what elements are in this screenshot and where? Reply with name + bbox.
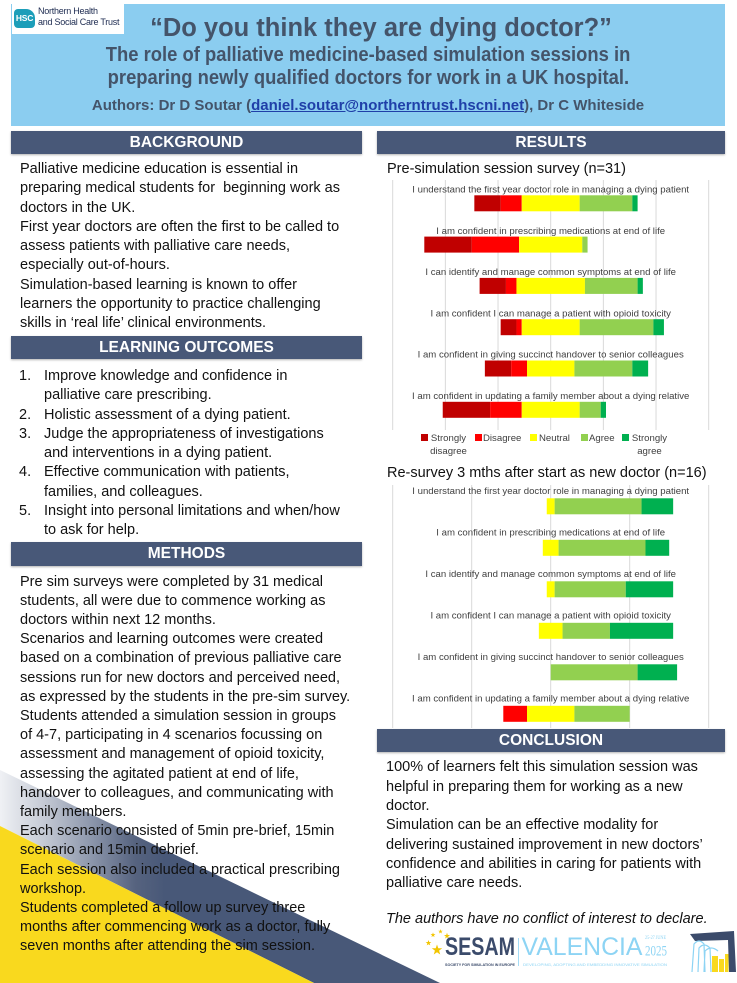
sesam-valencia-logo: [418, 926, 737, 983]
methods-text: [20, 573, 350, 957]
text-line: The authors have no conflict of interest to declare.: [386, 911, 708, 928]
valencia-wordmark: VALENCIA: [521, 933, 643, 961]
category-label: I am confident I can manage a patient with opioid toxicity: [430, 610, 671, 622]
bar-segment-agree: [555, 581, 626, 597]
legend-label-agree: Agree: [589, 432, 615, 444]
logo-text-line-1: Northern Health: [38, 6, 98, 16]
text-line: learners the opportunity to practice challenging: [20, 296, 321, 313]
legend-label-neutral: Neutral: [539, 432, 570, 444]
author-email-link[interactable]: daniel.soutar@northerntrust.hscni.net: [251, 96, 525, 114]
text-line: Improve knowledge and confidence in: [44, 368, 288, 384]
text-line: Scenarios and learning outcomes were created: [20, 631, 324, 648]
learning-outcome-item: [19, 367, 340, 406]
category-label: I am confident in prescribing medications at end of life: [436, 225, 666, 237]
bar-row: [412, 694, 689, 722]
bar-segment-agree: [580, 195, 633, 211]
text-line: families, and colleagues.: [44, 483, 203, 500]
bar-segment-agree: [551, 664, 638, 680]
text-line: Simulation can be an effective modality for: [386, 817, 659, 834]
bar-segment-strongly-agree: [646, 540, 670, 556]
bar-segment-strongly-disagree: [443, 402, 490, 418]
bar-segment-neutral: [522, 319, 580, 335]
section-heading-conclusion: CONCLUSION: [377, 729, 725, 752]
section-heading-results: RESULTS: [377, 131, 725, 154]
text-line: assess patients with palliative care needs,: [20, 238, 291, 255]
text-line: preparing medical students for beginning work as: [20, 180, 340, 197]
text-line: doctors in the UK.: [20, 199, 136, 216]
bar-segment-strongly-agree: [653, 319, 664, 335]
hsc-badge-icon: HSC: [14, 9, 35, 28]
text-line: as expressed by the students in the pre-sim survey.: [20, 688, 351, 705]
section-heading-background: BACKGROUND: [11, 131, 362, 154]
subtitle-text: preparing newly qualified doctors for work in a UK hospital.: [107, 67, 629, 89]
star-icon: [426, 940, 432, 945]
text-line: Effective communication with patients,: [44, 464, 290, 481]
bar-segment-neutral: [519, 237, 582, 253]
section-heading-learning-outcomes: LEARNING OUTCOMES: [11, 336, 362, 359]
chart-pre-simulation-survey: [377, 176, 725, 434]
text-line: of 4-7, participating in 4 scenarios focussing on: [20, 727, 323, 744]
bar-segment-neutral: [539, 623, 563, 639]
chart-1-title: Pre-simulation session survey (n=31): [387, 161, 626, 178]
bar-segment-agree: [582, 237, 587, 253]
bar-segment-agree: [555, 498, 642, 514]
category-label: I can identify and manage common symptoms at end of life: [425, 267, 677, 279]
category-label: I am confident in giving succinct handover to senior colleagues: [417, 652, 684, 664]
list-number: 5.: [19, 503, 32, 520]
text-line: Judge the appropriateness of investigations: [44, 425, 324, 442]
poster-subtitle-line-1: [11, 43, 725, 67]
text-line: scenario and 15min debrief.: [20, 842, 199, 859]
text-line: First year doctors are often the first to be called to: [20, 218, 340, 235]
text-line: doctors within next 12 months.: [20, 612, 216, 629]
bar-segment-neutral: [547, 498, 555, 514]
poster-subtitle-line-2: [11, 66, 725, 90]
bar-segment-strongly-agree: [642, 498, 674, 514]
bar-segment-agree: [559, 540, 646, 556]
text-line: Holistic assessment of a dying patient.: [44, 406, 291, 423]
learning-outcome-item: [19, 502, 340, 541]
bar-segment-agree: [563, 623, 610, 639]
bar-segment-strongly-agree: [638, 278, 643, 294]
authors-prefix: Authors: Dr D Soutar (: [91, 96, 252, 114]
legend-label-strongly-disagree: Strongly disagree: [430, 432, 467, 457]
text-line: Pre sim surveys were completed by 31 medical: [20, 573, 324, 590]
text-line: 100% of learners felt this simulation session was: [386, 759, 698, 776]
text-line: and interventions in a dying patient.: [44, 445, 273, 462]
bar-segment-agree: [574, 706, 629, 722]
bar-segment-neutral: [522, 402, 580, 418]
bar-segment-disagree: [516, 319, 521, 335]
sesam-wordmark: SESAM: [445, 933, 515, 961]
bar-segment-strongly-disagree: [474, 195, 500, 211]
text-line: Each scenario consisted of 5min pre-brief, 15min: [20, 823, 335, 840]
building-icon: [690, 931, 736, 972]
bar-segment-strongly-agree: [632, 361, 648, 377]
bar-segment-agree: [580, 402, 601, 418]
bar-segment-neutral: [527, 361, 574, 377]
bar-segment-strongly-agree: [638, 664, 678, 680]
list-number: 1.: [19, 368, 32, 384]
category-label: I am confident in giving succinct handover to senior colleagues: [417, 349, 684, 361]
bar-row: [412, 185, 689, 212]
text-line: assessment and management of opioid toxicity,: [20, 746, 325, 763]
star-icon: [431, 932, 436, 937]
bar-segment-neutral: [522, 195, 580, 211]
learning-outcome-item: [19, 425, 340, 464]
legend-swatch-strongly-disagree: [421, 434, 428, 441]
conference-slogan: DEVELOPING, ADOPTING AND EMBEDDING INNOVATIVE SIMULATION: [523, 963, 668, 967]
bar-segment-disagree: [472, 237, 519, 253]
text-line: Palliative medicine education is essential in: [20, 161, 299, 177]
list-number: 2.: [19, 406, 32, 423]
legend-swatch-disagree: [475, 434, 482, 441]
text-line: family members.: [20, 803, 127, 820]
bar-segment-disagree: [511, 361, 527, 377]
bar-row: [430, 611, 673, 639]
text-line: Insight into personal limitations and when/how: [44, 503, 340, 520]
bar-segment-neutral: [527, 706, 574, 722]
learning-outcome-item: [19, 463, 340, 502]
sesam-tagline: SOCIETY FOR SIMULATION IN EUROPE: [445, 963, 516, 967]
text-line: Students completed a follow up survey three: [20, 899, 306, 916]
text-line: especially out-of-hours.: [20, 257, 170, 274]
text-line: handover to colleagues, and communicating with: [20, 784, 334, 801]
learning-outcome-item: [19, 406, 340, 425]
text-line: students, all were due to commence working as: [20, 592, 326, 609]
text-line: seven months after attending the sim session.: [20, 938, 315, 955]
category-label: I am confident in prescribing medications at end of life: [436, 527, 666, 539]
legend-label-strongly-agree: Strongly agree: [631, 432, 668, 457]
bar-segment-strongly-agree: [610, 623, 673, 639]
legend-swatch-neutral: [530, 434, 537, 441]
gridlines: [393, 485, 709, 728]
bar-row: [430, 308, 671, 335]
subtitle-text: The role of palliative medicine-based simulation sessions in: [105, 44, 631, 66]
category-label: I understand the first year doctor role in managing a dying patient: [412, 486, 690, 498]
bar-row: [412, 391, 689, 418]
category-label: I am confident in updating a family member about a dying relative: [412, 391, 690, 403]
star-icon: [438, 929, 443, 933]
text-line: doctor.: [386, 797, 430, 814]
authors-line: [11, 96, 725, 115]
text-line: months after commencing work as a doctor, fully: [20, 919, 331, 936]
list-number: 3.: [19, 425, 32, 442]
list-number: 4.: [19, 464, 32, 481]
bar-segment-agree: [574, 361, 632, 377]
text-line: palliative care needs.: [386, 875, 523, 892]
legend-swatch-strongly-agree: [622, 434, 629, 441]
bar-segment-neutral: [516, 278, 584, 294]
background-text: [20, 160, 340, 334]
section-heading-methods: METHODS: [11, 542, 362, 566]
text-line: Simulation-based learning is known to offer: [20, 276, 298, 293]
bar-segment-strongly-agree: [632, 195, 637, 211]
text-line: palliative care prescribing.: [44, 387, 212, 404]
bar-row: [424, 226, 665, 253]
conference-dates: 25-27 JUNE: [645, 936, 666, 941]
legend-label-disagree: Disagree: [483, 432, 522, 444]
text-line: sessions run for new doctors and perceived need,: [20, 669, 340, 686]
text-line: Students attended a simulation session in groups: [20, 708, 336, 724]
bar-segment-neutral: [543, 540, 559, 556]
bar-segment-neutral: [547, 581, 555, 597]
bar-segment-strongly-disagree: [485, 361, 511, 377]
learning-outcomes-list: [19, 367, 340, 541]
bar-segment-disagree: [506, 278, 517, 294]
conclusion-text: [386, 758, 703, 893]
bar-segment-strongly-disagree: [424, 237, 471, 253]
bar-segment-agree: [585, 278, 638, 294]
bar-segment-disagree: [501, 195, 522, 211]
bar-segment-agree: [580, 319, 654, 335]
category-label: I can identify and manage common symptoms at end of life: [425, 569, 677, 581]
bar-segment-strongly-agree: [601, 402, 606, 418]
text-line: confidence and abilities in caring for patients with: [386, 855, 702, 872]
text-line: assessing the agitated patient at end of life,: [20, 765, 299, 782]
authors-suffix: ), Dr C Whiteside: [524, 96, 645, 114]
text-line: delivering sustained improvement in new doctors’: [386, 836, 703, 853]
legend-swatch-agree: [581, 434, 588, 441]
text-line: workshop.: [20, 880, 87, 897]
star-icon: [432, 945, 442, 955]
text-line: based on a combination of previous palliative care: [20, 650, 342, 667]
conference-year: 2025: [645, 943, 667, 960]
bar-row: [418, 652, 684, 680]
category-label: I am confident I can manage a patient with opioid toxicity: [430, 308, 671, 320]
text-line: Each session also included a practical prescribing: [20, 861, 340, 878]
text-line: to ask for help.: [44, 522, 140, 539]
poster-title: “Do you think they are dying doctor?”: [150, 14, 612, 42]
bar-segment-strongly-disagree: [501, 319, 517, 335]
bar-segment-strongly-agree: [626, 581, 673, 597]
text-line: skills in ‘real life’ clinical environments.: [20, 315, 267, 332]
chart-re-survey: [377, 480, 725, 729]
category-label: I am confident in updating a family member about a dying relative: [412, 693, 690, 705]
chart-2-title: Re-survey 3 mths after start as new doctor (n=16): [387, 464, 707, 481]
bar-row: [412, 486, 689, 514]
bar-row: [418, 350, 684, 377]
bar-segment-disagree: [490, 402, 522, 418]
text-line: helpful in preparing them for working as a new: [386, 778, 683, 795]
bar-segment-strongly-disagree: [480, 278, 506, 294]
logo-text-line-2: and Social Care Trust: [38, 17, 120, 27]
category-label: I understand the first year doctor role in managing a dying patient: [412, 184, 690, 196]
bar-segment-disagree: [503, 706, 527, 722]
bar-row: [425, 267, 676, 294]
bar-row: [425, 569, 676, 597]
